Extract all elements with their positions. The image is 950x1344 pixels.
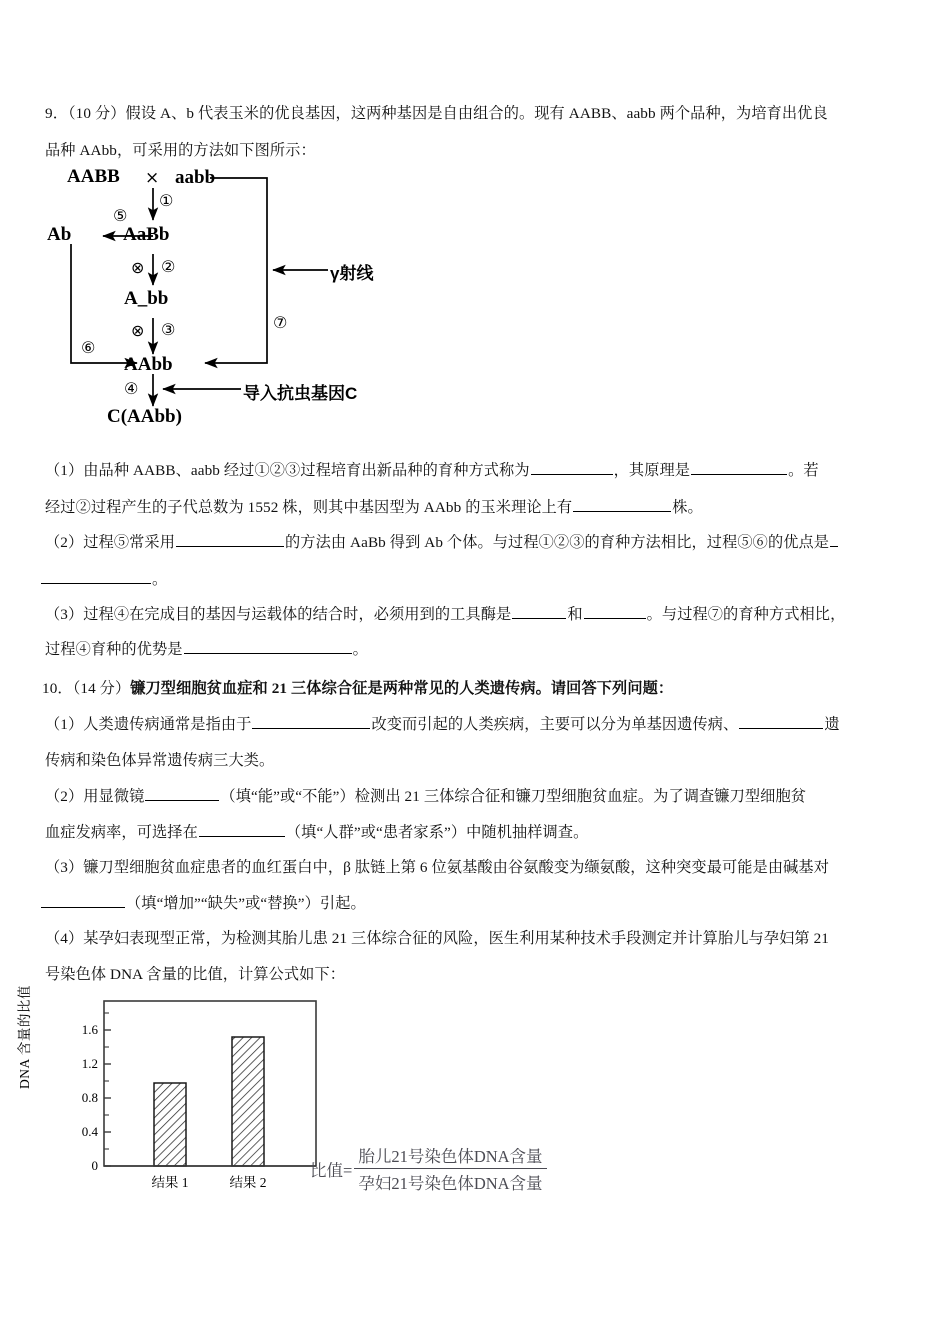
q9-sub1-text-c: 。若 — [788, 462, 819, 479]
ratio-formula-numerator: 胎儿21号染色体DNA含量 — [354, 1143, 546, 1169]
q9-sub3-blank-3[interactable] — [184, 637, 352, 654]
q9-sub3-blank-1[interactable] — [512, 602, 566, 619]
q10-sub1-blank-2[interactable] — [739, 712, 823, 729]
diagram-step-7: ⑦ — [273, 313, 288, 332]
diagram-self-cross-2: ⊗ — [131, 258, 145, 277]
question-9-stem-text: 假设 A、b 代表玉米的优良基因，这两种基因是自由组合的。现有 AABB、aabb 两个品种，为培育出优良 — [125, 105, 828, 122]
q9-sub1-text-a: （1）由品种 AABB、aabb 经过①②③过程培育出新品种的育种方式称为 — [45, 462, 530, 479]
q9-sub1-text-e: 株。 — [672, 499, 703, 516]
q10-sub3-text-b: （填“增加”“缺失”或“替换”）引起。 — [126, 895, 366, 912]
q9-sub3-text-a: （3）过程④在完成目的基因与运载体的结合时，必须用到的工具酶是 — [45, 606, 512, 623]
q10-sub3-blank-1[interactable] — [41, 891, 125, 908]
question-9-score: （10 分） — [67, 105, 126, 122]
q9-sub2-text-c: 。 — [152, 571, 168, 588]
diagram-node-target: AAbb — [124, 354, 173, 375]
diagram-node-f2: A_bb — [124, 288, 169, 309]
q10-sub2-text-a: （2）用显微镜 — [45, 788, 145, 805]
q9-sub3-blank-2[interactable] — [584, 602, 646, 619]
q10-sub1-blank-1[interactable] — [252, 712, 370, 729]
ratio-formula-fraction — [354, 1143, 546, 1194]
question-10-number: 10． — [42, 680, 73, 697]
q9-sub1-text-d: 经过②过程产生的子代总数为 1552 株，则其中基因型为 AAbb 的玉米理论上有 — [45, 499, 573, 516]
diagram-step-6: ⑥ — [81, 338, 96, 357]
diagram-cross-symbol: × — [145, 168, 160, 188]
question-9-sub-3-line-1 — [45, 596, 930, 633]
q10-sub1-text-b: 改变而引起的人类疾病，主要可以分为单基因遗传病、 — [371, 716, 739, 733]
chart-bar-result-1 — [154, 1083, 186, 1166]
q10-sub2-text-b: （填“能”或“不能”）检测出 21 三体综合征和镰刀型细胞贫血症。为了调查镰刀型细胞贫 — [220, 788, 807, 805]
question-9-sub-1-line-1 — [45, 452, 925, 489]
q9-sub1-blank-1[interactable] — [531, 458, 613, 475]
q9-sub3-text-c: 。与过程⑦的育种方式相比， — [646, 606, 846, 623]
q9-sub2-text-a: （2）过程⑤常采用 — [45, 534, 175, 551]
maize-breeding-flowchart — [45, 158, 445, 448]
q10-sub1-text-c: 遗 — [824, 716, 840, 733]
ratio-formula-label: 比值= — [310, 1160, 353, 1180]
q10-sub2-blank-2[interactable] — [199, 820, 285, 837]
diagram-step-3: ③ — [161, 320, 176, 339]
question-10-sub-1-line-1 — [45, 706, 930, 743]
q10-sub4-text-a: （4）某孕妇表现型正常，为检测其胎儿患 21 三体综合征的风险，医生利用某种技术手段测定并计算胎儿与孕妇第 21 — [45, 930, 829, 947]
q9-sub2-text-b: 的方法由 AaBb 得到 Ab 个体。与过程①②③的育种方法相比，过程⑤⑥的优点是 — [285, 534, 830, 551]
chart-xtick-result-2: 结果 2 — [229, 1175, 267, 1190]
diagram-self-cross-3: ⊗ — [131, 321, 145, 340]
q9-sub1-text-b: ，其原理是 — [613, 462, 691, 479]
diagram-node-transgenic: C(AAbb) — [107, 406, 182, 427]
diagram-step-1: ① — [159, 191, 174, 210]
q9-sub1-blank-2[interactable] — [691, 458, 787, 475]
chart-ytick-4: 1.6 — [81, 1022, 98, 1037]
q10-sub1-text-d: 传病和染色体异常遗传病三大类。 — [45, 752, 275, 769]
ratio-formula — [310, 1143, 547, 1194]
diagram-node-f1: AaBb — [123, 224, 170, 245]
question-10-sub-3-line-1 — [45, 849, 935, 886]
gamma-ray-label: γ射线 — [330, 264, 374, 283]
q9-sub2-blank-2a[interactable] — [830, 530, 838, 547]
chart-ytick-2: 0.8 — [81, 1090, 98, 1105]
question-10-stem-text: 镰刀型细胞贫血症和 21 三体综合征是两种常见的人类遗传病。请回答下列问题： — [130, 680, 674, 697]
q10-sub2-blank-1[interactable] — [145, 784, 219, 801]
question-10-sub-1-line-2 — [45, 742, 925, 779]
question-9-sub-2-line-1 — [45, 524, 930, 561]
q9-sub3-text-b: 和 — [567, 606, 583, 623]
question-9-stem-text-2: 品种 AAbb，可采用的方法如下图所示： — [45, 142, 316, 159]
question-10-stem — [42, 670, 922, 707]
diagram-step-2: ② — [161, 257, 176, 276]
gene-c-label: 导入抗虫基因C — [243, 384, 358, 403]
q10-sub1-text-a: （1）人类遗传病通常是指由于 — [45, 716, 252, 733]
chart-bar-result-2 — [232, 1037, 264, 1166]
question-10-sub-2-line-1 — [45, 778, 930, 815]
q9-sub2-blank-1[interactable] — [176, 530, 284, 547]
diagram-node-parent1: AABB — [67, 166, 120, 187]
q9-sub3-text-e: 。 — [352, 641, 368, 658]
diagram-node-haploid: Ab — [47, 224, 72, 245]
q10-sub2-text-d: （填“人群”或“患者家系”）中随机抽样调查。 — [285, 824, 589, 841]
q10-sub2-text-c: 血症发病率，可选择在 — [45, 824, 198, 841]
question-10-sub-4-line-1 — [45, 920, 935, 957]
chart-plot-frame — [104, 1001, 316, 1166]
dna-ratio-bar-chart — [17, 985, 326, 1195]
question-10-sub-2-line-2 — [45, 814, 925, 851]
question-10-sub-3-line-2 — [40, 885, 920, 922]
question-9-sub-1-line-2 — [45, 489, 925, 526]
question-9-sub-2-line-2 — [40, 561, 920, 598]
q9-sub2-blank-2b[interactable] — [41, 567, 151, 584]
q9-sub1-blank-3[interactable] — [573, 495, 671, 512]
chart-y-axis-label: DNA 含量的比值 — [17, 985, 32, 1089]
q10-sub4-text-b: 号染色体 DNA 含量的比值，计算公式如下： — [45, 966, 346, 983]
question-9-sub-3-line-2 — [45, 631, 925, 668]
diagram-node-parent2: aabb — [175, 167, 216, 188]
question-10-score: （14 分） — [72, 680, 131, 697]
chart-xtick-result-1: 结果 1 — [151, 1175, 189, 1190]
question-10-sub-4-line-2 — [45, 956, 925, 993]
question-9-number: 9． — [45, 105, 68, 122]
flowchart-lines — [45, 158, 445, 448]
q10-sub3-text-a: （3）镰刀型细胞贫血症患者的血红蛋白中，β 肽链上第 6 位氨基酸由谷氨酸变为缬氨酸，这种突变最可能是由碱基对 — [45, 859, 829, 876]
diagram-step-4: ④ — [124, 379, 139, 398]
q9-sub3-text-d: 过程④育种的优势是 — [45, 641, 183, 658]
chart-ytick-3: 1.2 — [81, 1056, 98, 1071]
ratio-formula-denominator: 孕妇21号染色体DNA含量 — [358, 1174, 543, 1193]
question-9-stem-line-1 — [45, 95, 917, 132]
chart-ytick-1: 0.4 — [81, 1124, 98, 1139]
chart-ytick-0: 0 — [91, 1158, 98, 1173]
diagram-step-5: ⑤ — [113, 206, 128, 225]
